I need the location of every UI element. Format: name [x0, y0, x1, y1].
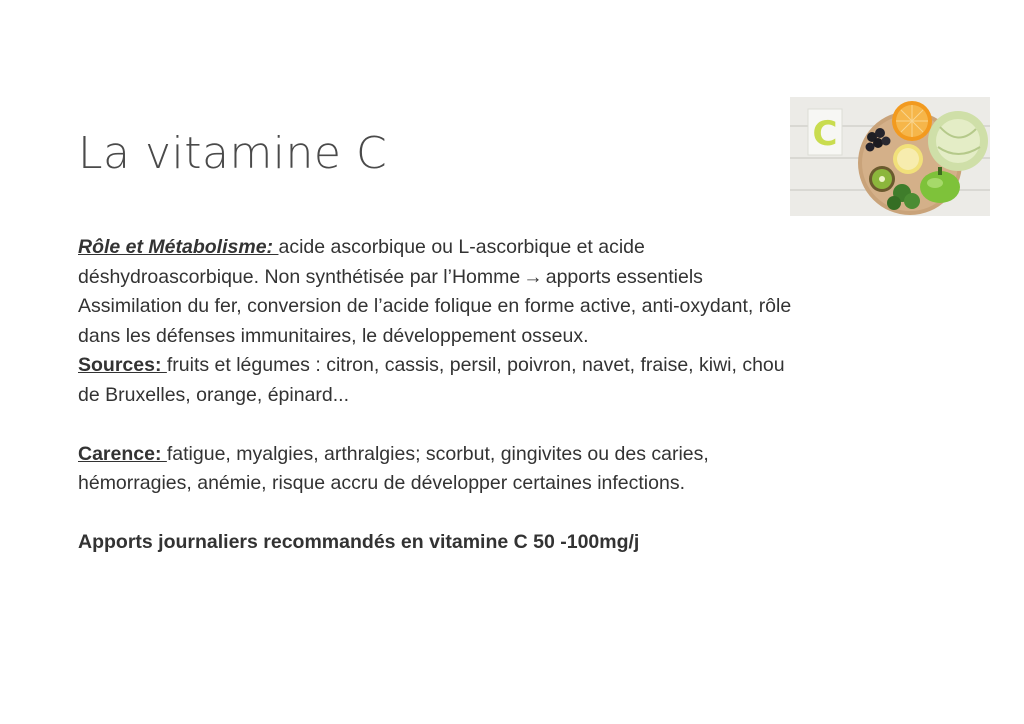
- sources-heading: Sources:: [78, 354, 167, 376]
- role-line-4: dans les défenses immunitaires, le développement osseux.: [78, 324, 589, 347]
- page-title: La vitamine C: [78, 128, 388, 179]
- vitamin-c-foods-image: [790, 97, 990, 216]
- spacer: [78, 499, 958, 529]
- svg-text:C: C: [812, 114, 838, 154]
- apports-line: Apports journaliers recommandés en vitamine C 50 -100mg/j: [78, 531, 640, 553]
- content-body: [78, 233, 958, 558]
- carence-line-2: hémorragies, anémie, risque accru de développer certaines infections.: [78, 472, 685, 494]
- carence-line-1: [78, 440, 958, 470]
- role-text-2a: déshydroascorbique. Non synthétisée par l’Homme: [78, 265, 521, 288]
- carence-text-1: fatigue, myalgies, arthralgies; scorbut, gingivites ou des caries,: [166, 442, 709, 465]
- role-line-2: [78, 263, 958, 293]
- sources-line-1: [78, 351, 958, 381]
- role-line-3: Assimilation du fer, conversion de l’acide folique en forme active, anti-oxydant, rôle: [78, 295, 792, 317]
- role-line-1: [78, 233, 958, 263]
- role-heading: Rôle et Métabolisme:: [78, 236, 279, 258]
- spacer: [78, 410, 958, 440]
- sources-text-1: fruits et légumes : citron, cassis, persil, poivron, navet, fraise, kiwi, chou: [166, 354, 785, 376]
- arrow-icon: →: [523, 265, 543, 288]
- sources-line-2: de Bruxelles, orange, épinard...: [78, 383, 350, 406]
- role-text-2b: apports essentiels: [545, 265, 703, 288]
- carence-heading: Carence:: [78, 442, 167, 465]
- role-text-1: acide ascorbique ou L-ascorbique et acide: [278, 236, 645, 258]
